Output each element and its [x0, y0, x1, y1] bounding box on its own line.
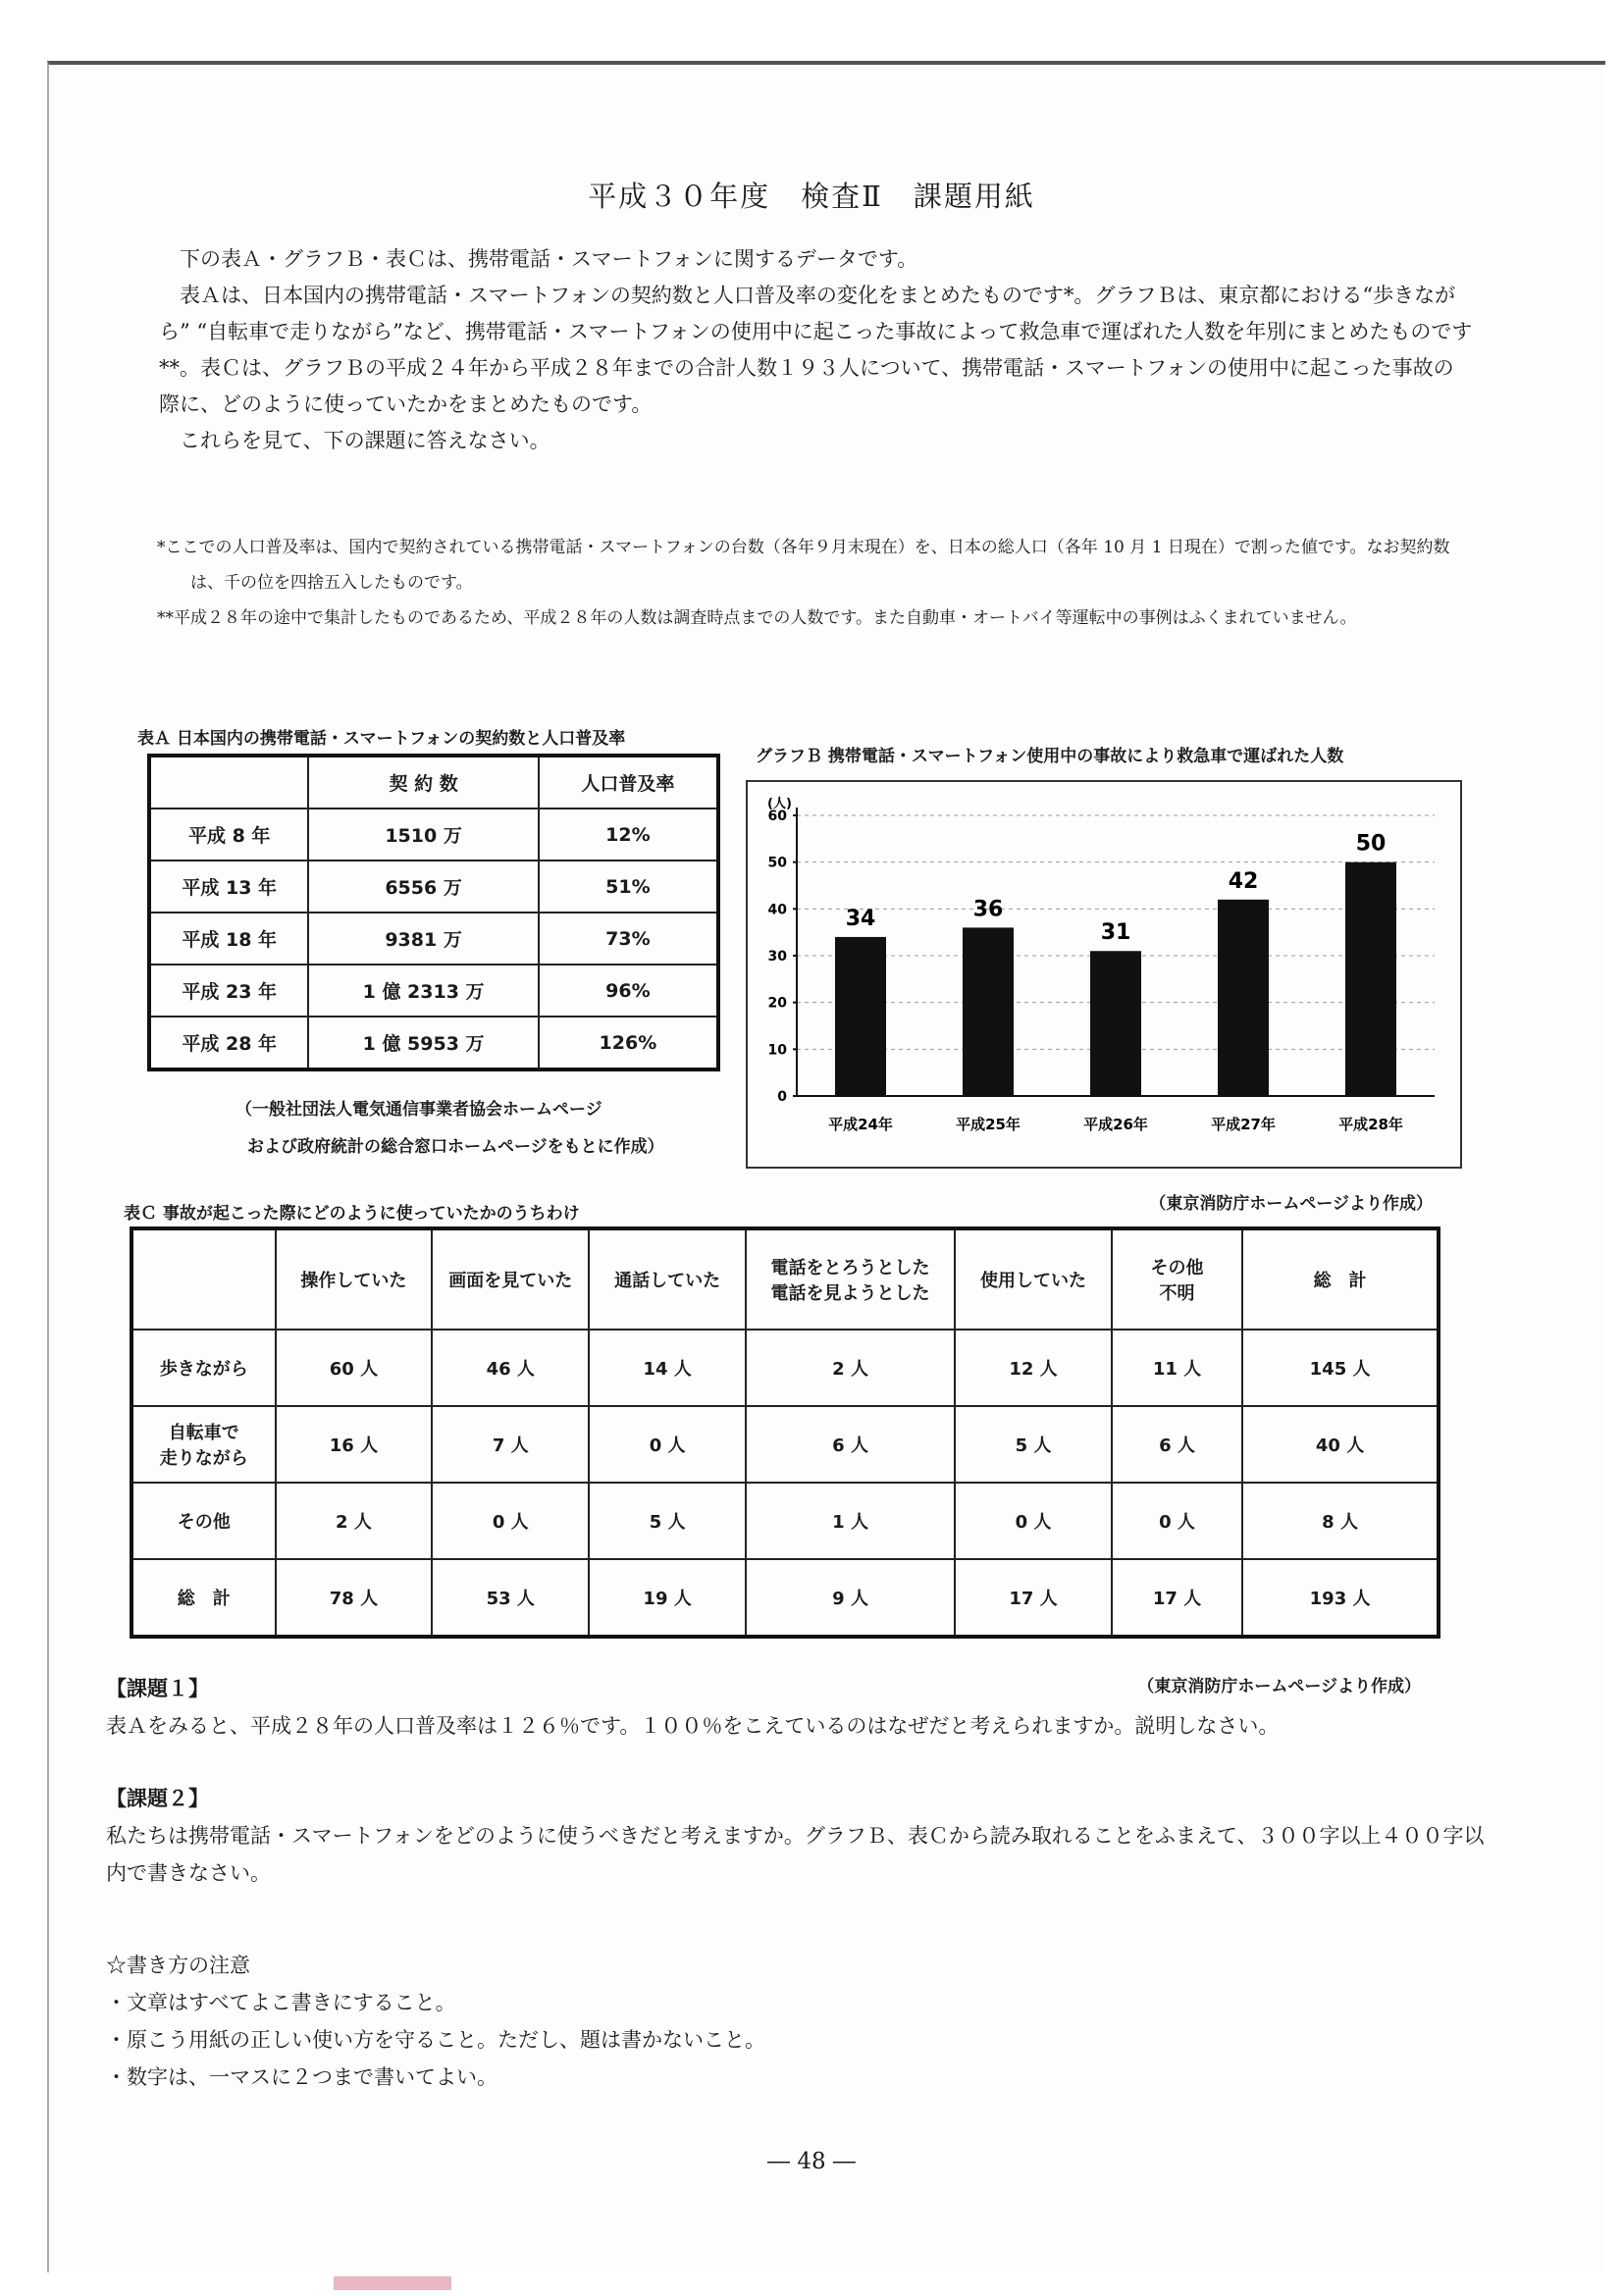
page-title: 平成３０年度 検査Ⅱ 課題用紙 [588, 180, 1035, 213]
intro-line-2: 表Ａは、日本国内の携帯電話・スマートフォンの契約数と人口普及率の変化をまとめたものです*。グラフＢは、東京都における“歩きながら” “自転車で走りながら”など、携帯電話・スマートフォンの使用中に起こった事故によって救急車で運ばれた人数を年別にまとめたものです**。表Ｃは、グラフＢの平成２４年から平成２８年までの合計人数１９３人について、携帯電話・スマートフォンの使用中に起こった事故の際に、どのように使っていたかをまとめたものです。 [159, 284, 1473, 416]
table-header [131, 1228, 276, 1330]
table-cell: 9381 万 [308, 913, 538, 965]
y-tick-label: 60 [767, 809, 787, 824]
table-header: 使用していた [955, 1228, 1112, 1330]
table-row [149, 756, 718, 809]
y-tick-label: 40 [767, 902, 787, 918]
rules-heading: ☆書き方の注意 [106, 1954, 250, 1977]
table-cell: 78 人 [276, 1559, 433, 1637]
data-label: 31 [1100, 920, 1131, 946]
table-a-source-1: （一般社団法人電気通信事業者協会ホームページ [236, 1100, 602, 1120]
table-cell: 8 人 [1242, 1483, 1439, 1559]
table-cell: 14 人 [589, 1330, 746, 1406]
table-cell: 5 人 [589, 1483, 746, 1559]
table-cell: 1 億 2313 万 [308, 965, 538, 1017]
rules-item-3: ・数字は、一マスに２つまで書いてよい。 [106, 2065, 497, 2089]
table-cell: 145 人 [1242, 1330, 1439, 1406]
table-cell: 6556 万 [308, 861, 538, 913]
x-tick-label: 平成24年 [828, 1116, 893, 1133]
y-tick-label: 20 [767, 995, 787, 1012]
table-cell: 193 人 [1242, 1559, 1439, 1637]
intro-line-3: これらを見て、下の課題に答えなさい。 [180, 429, 550, 452]
chart-source: （東京消防庁ホームページより作成） [1149, 1194, 1433, 1214]
task-1-body: 表Ａをみると、平成２８年の人口普及率は１２６％です。１００％をこえているのはなぜだと考えられますか。説明しなさい。 [106, 1714, 1280, 1738]
task-2-heading: 【課題２】 [106, 1786, 209, 1810]
x-tick-label: 平成26年 [1083, 1116, 1148, 1133]
table-cell: 2 人 [746, 1330, 955, 1406]
bar [963, 927, 1014, 1096]
table-row [149, 809, 718, 861]
y-tick-label: 30 [767, 949, 787, 965]
table-cell: 51% [539, 861, 718, 913]
table-cell: 126% [539, 1017, 718, 1070]
table-cell: 歩きながら [131, 1330, 276, 1406]
task-2-body: 私たちは携帯電話・スマートフォンをどのように使うべきだと考えますか。グラフＢ、表Ｃから読み取れることをふまえて、３００字以上４００字以内で書きなさい。 [106, 1824, 1485, 1885]
bar [835, 937, 886, 1096]
table-header: 人口普及率 [539, 756, 718, 809]
table-cell: 0 人 [589, 1406, 746, 1483]
writing-rules [106, 1947, 1499, 2096]
table-row [131, 1559, 1439, 1637]
table-c-source: （東京消防庁ホームページより作成） [1137, 1677, 1421, 1696]
table-row [131, 1228, 1439, 1330]
table-a-source-2: および政府統計の総合窓口ホームページをもとに作成） [247, 1137, 664, 1157]
page-edge-mark [334, 2276, 451, 2290]
data-label: 34 [845, 906, 876, 931]
table-cell: 16 人 [276, 1406, 433, 1483]
table-cell: その他 [131, 1483, 276, 1559]
table-cell: 6 人 [746, 1406, 955, 1483]
table-header: 通話していた [589, 1228, 746, 1330]
table-cell: 1 億 5953 万 [308, 1017, 538, 1070]
bar [1090, 951, 1141, 1096]
table-cell: 平成 13 年 [149, 861, 308, 913]
table-cell: 1 人 [746, 1483, 955, 1559]
table-cell: 46 人 [432, 1330, 589, 1406]
table-c [130, 1226, 1440, 1639]
table-cell: 7 人 [432, 1406, 589, 1483]
table-header: 総 計 [1242, 1228, 1439, 1330]
table-cell: 12% [539, 809, 718, 861]
task-1-heading: 【課題１】 [106, 1676, 209, 1700]
table-header: 画面を見ていた [432, 1228, 589, 1330]
table-cell: 5 人 [955, 1406, 1112, 1483]
footnote-2: **平成２８年の途中で集計したものであるため、平成２８年の人数は調査時点までの人数です。また自動車・オートバイ等運転中の事例はふくまれていません。 [157, 608, 1357, 628]
table-cell: 0 人 [432, 1483, 589, 1559]
table-row [149, 913, 718, 965]
table-cell: 0 人 [955, 1483, 1112, 1559]
table-cell: 53 人 [432, 1559, 589, 1637]
x-tick-label: 平成25年 [956, 1116, 1021, 1133]
table-cell: 17 人 [955, 1559, 1112, 1637]
table-cell: 96% [539, 965, 718, 1017]
footnote-1: *ここでの人口普及率は、国内で契約されている携帯電話・スマートフォンの台数（各年９月末現在）を、日本の総人口（各年 10 月 1 日現在）で割った値です。なお契約数は、千の位を四捨五入したものです。 [157, 538, 1450, 593]
task-2 [106, 1780, 1499, 1892]
x-tick-label: 平成27年 [1211, 1116, 1276, 1133]
table-cell: 6 人 [1112, 1406, 1242, 1483]
table-c-caption: 表Ｃ 事故が起こった際にどのように使っていたかのうちわけ [124, 1204, 580, 1224]
table-cell: 0 人 [1112, 1483, 1242, 1559]
table-row [131, 1330, 1439, 1406]
table-cell: 17 人 [1112, 1559, 1242, 1637]
table-cell: 40 人 [1242, 1406, 1439, 1483]
table-header: 電話をとろうとした 電話を見ようとした [746, 1228, 955, 1330]
table-row [131, 1406, 1439, 1483]
data-label: 50 [1355, 831, 1387, 857]
table-row [149, 965, 718, 1017]
table-cell: 12 人 [955, 1330, 1112, 1406]
rules-item-1: ・文章はすべてよこ書きにすること。 [106, 1991, 456, 2014]
table-cell: 11 人 [1112, 1330, 1242, 1406]
table-row [149, 861, 718, 913]
table-cell: 9 人 [746, 1559, 955, 1637]
task-1 [106, 1670, 1499, 1745]
table-cell: 自転車で 走りながら [131, 1406, 276, 1483]
page-number: ― 48 ― [767, 2149, 856, 2174]
intro-text [159, 241, 1474, 459]
data-label: 42 [1228, 868, 1259, 894]
table-cell [149, 756, 308, 809]
bar [1345, 862, 1396, 1096]
chart-frame [746, 780, 1462, 1169]
table-a [147, 754, 720, 1071]
table-cell: 平成 18 年 [149, 913, 308, 965]
table-row [149, 1017, 718, 1070]
y-tick-label: 0 [777, 1089, 787, 1105]
table-cell: 1510 万 [308, 809, 538, 861]
table-cell: 平成 28 年 [149, 1017, 308, 1070]
chart-title: グラフＢ 携帯電話・スマートフォン使用中の事故により救急車で運ばれた人数 [756, 747, 1344, 766]
table-header: その他 不明 [1112, 1228, 1242, 1330]
footnotes [157, 530, 1477, 636]
rules-item-2: ・原こう用紙の正しい使い方を守ること。ただし、題は書かないこと。 [106, 2028, 765, 2052]
table-cell: 60 人 [276, 1330, 433, 1406]
intro-line-1: 下の表Ａ・グラフＢ・表Ｃは、携帯電話・スマートフォンに関するデータです。 [180, 247, 918, 271]
bar [1218, 900, 1269, 1096]
table-row [131, 1483, 1439, 1559]
table-cell: 総 計 [131, 1559, 276, 1637]
y-axis-label: (人) [767, 797, 792, 811]
y-tick-label: 50 [767, 855, 787, 871]
x-tick-label: 平成28年 [1338, 1116, 1403, 1133]
table-a-caption: 表Ａ 日本国内の携帯電話・スマートフォンの契約数と人口普及率 [137, 729, 626, 749]
table-cell: 19 人 [589, 1559, 746, 1637]
bar-chart [748, 782, 1460, 1167]
table-header: 操作していた [276, 1228, 433, 1330]
table-header: 契 約 数 [308, 756, 538, 809]
table-cell: 平成 8 年 [149, 809, 308, 861]
table-cell: 平成 23 年 [149, 965, 308, 1017]
table-cell: 2 人 [276, 1483, 433, 1559]
y-tick-label: 10 [767, 1042, 787, 1059]
table-cell: 73% [539, 913, 718, 965]
data-label: 36 [972, 897, 1004, 922]
